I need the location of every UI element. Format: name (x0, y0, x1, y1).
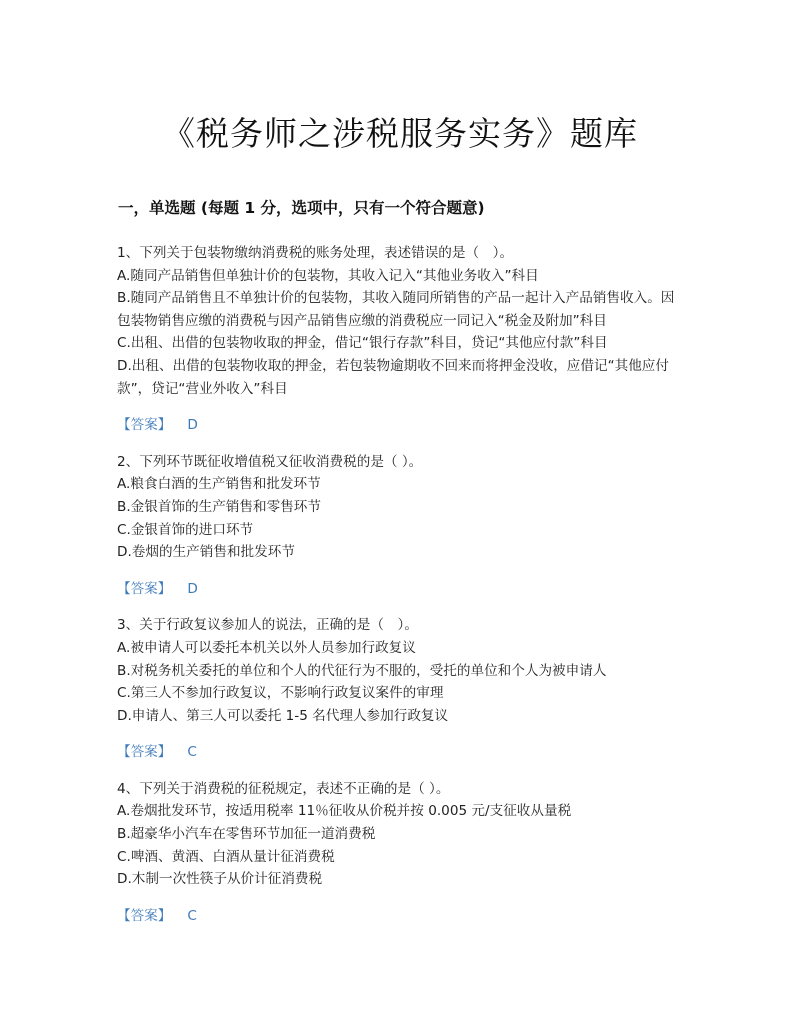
answer-label: 【答案】 (117, 417, 172, 434)
answer-value: D (187, 580, 198, 597)
question-item (117, 242, 687, 437)
question-option: B.随同产品销售且不单独计价的包装物，其收入随同所销售的产品一起计入产品销售收入。因包装物销售应缴的消费税与因产品销售应缴的消费税应一同记入“税金及附加”科目 (117, 290, 675, 329)
question-option: A.随同产品销售但单独计价的包装物，其收入记入“其他业务收入”科目 (117, 267, 539, 284)
answer-line (117, 741, 687, 764)
section-heading: 一，单选题 (每题 1 分，选项中，只有一个符合题意) (118, 199, 485, 217)
question-option: D.木制一次性筷子从价计征消费税 (117, 871, 323, 888)
answer-value: C (187, 907, 197, 924)
question-option: C.出租、出借的包装物收取的押金，借记“银行存款”科目，贷记“其他应付款”科目 (117, 335, 608, 352)
answer-label: 【答案】 (117, 907, 172, 924)
question-option: D.卷烟的生产销售和批发环节 (117, 544, 295, 561)
question-stem: 4、下列关于消费税的征税规定，表述不正确的是（ ）。 (117, 780, 450, 797)
question-option: B.对税务机关委托的单位和个人的代征行为不服的，受托的单位和个人为被申请人 (117, 662, 607, 679)
question-option: D.出租、出借的包装物收取的押金，若包装物逾期收不回来而将押金没收，应借记“其他应付款”，贷记“营业外收入”科目 (117, 357, 669, 397)
question-option: A.粮食白酒的生产销售和批发环节 (117, 476, 321, 493)
answer-line (117, 414, 687, 437)
question-option: A.被申请人可以委托本机关以外人员参加行政复议 (117, 639, 416, 656)
question-item (117, 778, 687, 928)
question-stem: 2、下列环节既征收增值税又征收消费税的是（ ）。 (117, 453, 423, 470)
question-stem: 3、关于行政复议参加人的说法，正确的是（ ）。 (117, 617, 418, 634)
answer-value: C (187, 744, 197, 761)
question-option: C.第三人不参加行政复议，不影响行政复议案件的审理 (117, 685, 444, 702)
question-option: B.金银首饰的生产销售和零售环节 (117, 498, 321, 515)
answer-label: 【答案】 (117, 744, 172, 761)
question-list (117, 242, 687, 941)
answer-label: 【答案】 (117, 580, 172, 597)
question-option: C.金银首饰的进口环节 (117, 521, 254, 538)
answer-value: D (187, 417, 198, 434)
page-title: 《税务师之涉税服务实务》题库 (162, 114, 638, 153)
question-option: A.卷烟批发环节，按适用税率 11％征收从价税并按 0.005 元/支征收从量税 (117, 803, 572, 820)
question-option: C.啤酒、黄酒、白酒从量计征消费税 (117, 848, 335, 865)
question-stem: 1、下列关于包装物缴纳消费税的账务处理，表述错误的是（ ）。 (117, 245, 514, 261)
answer-line (117, 905, 687, 928)
question-option: B.超豪华小汽车在零售环节加征一道消费税 (117, 826, 376, 843)
question-item (117, 614, 687, 764)
answer-line (117, 578, 687, 601)
question-option: D.申请人、第三人可以委托 1-5 名代理人参加行政复议 (117, 707, 449, 724)
question-item (117, 451, 687, 601)
